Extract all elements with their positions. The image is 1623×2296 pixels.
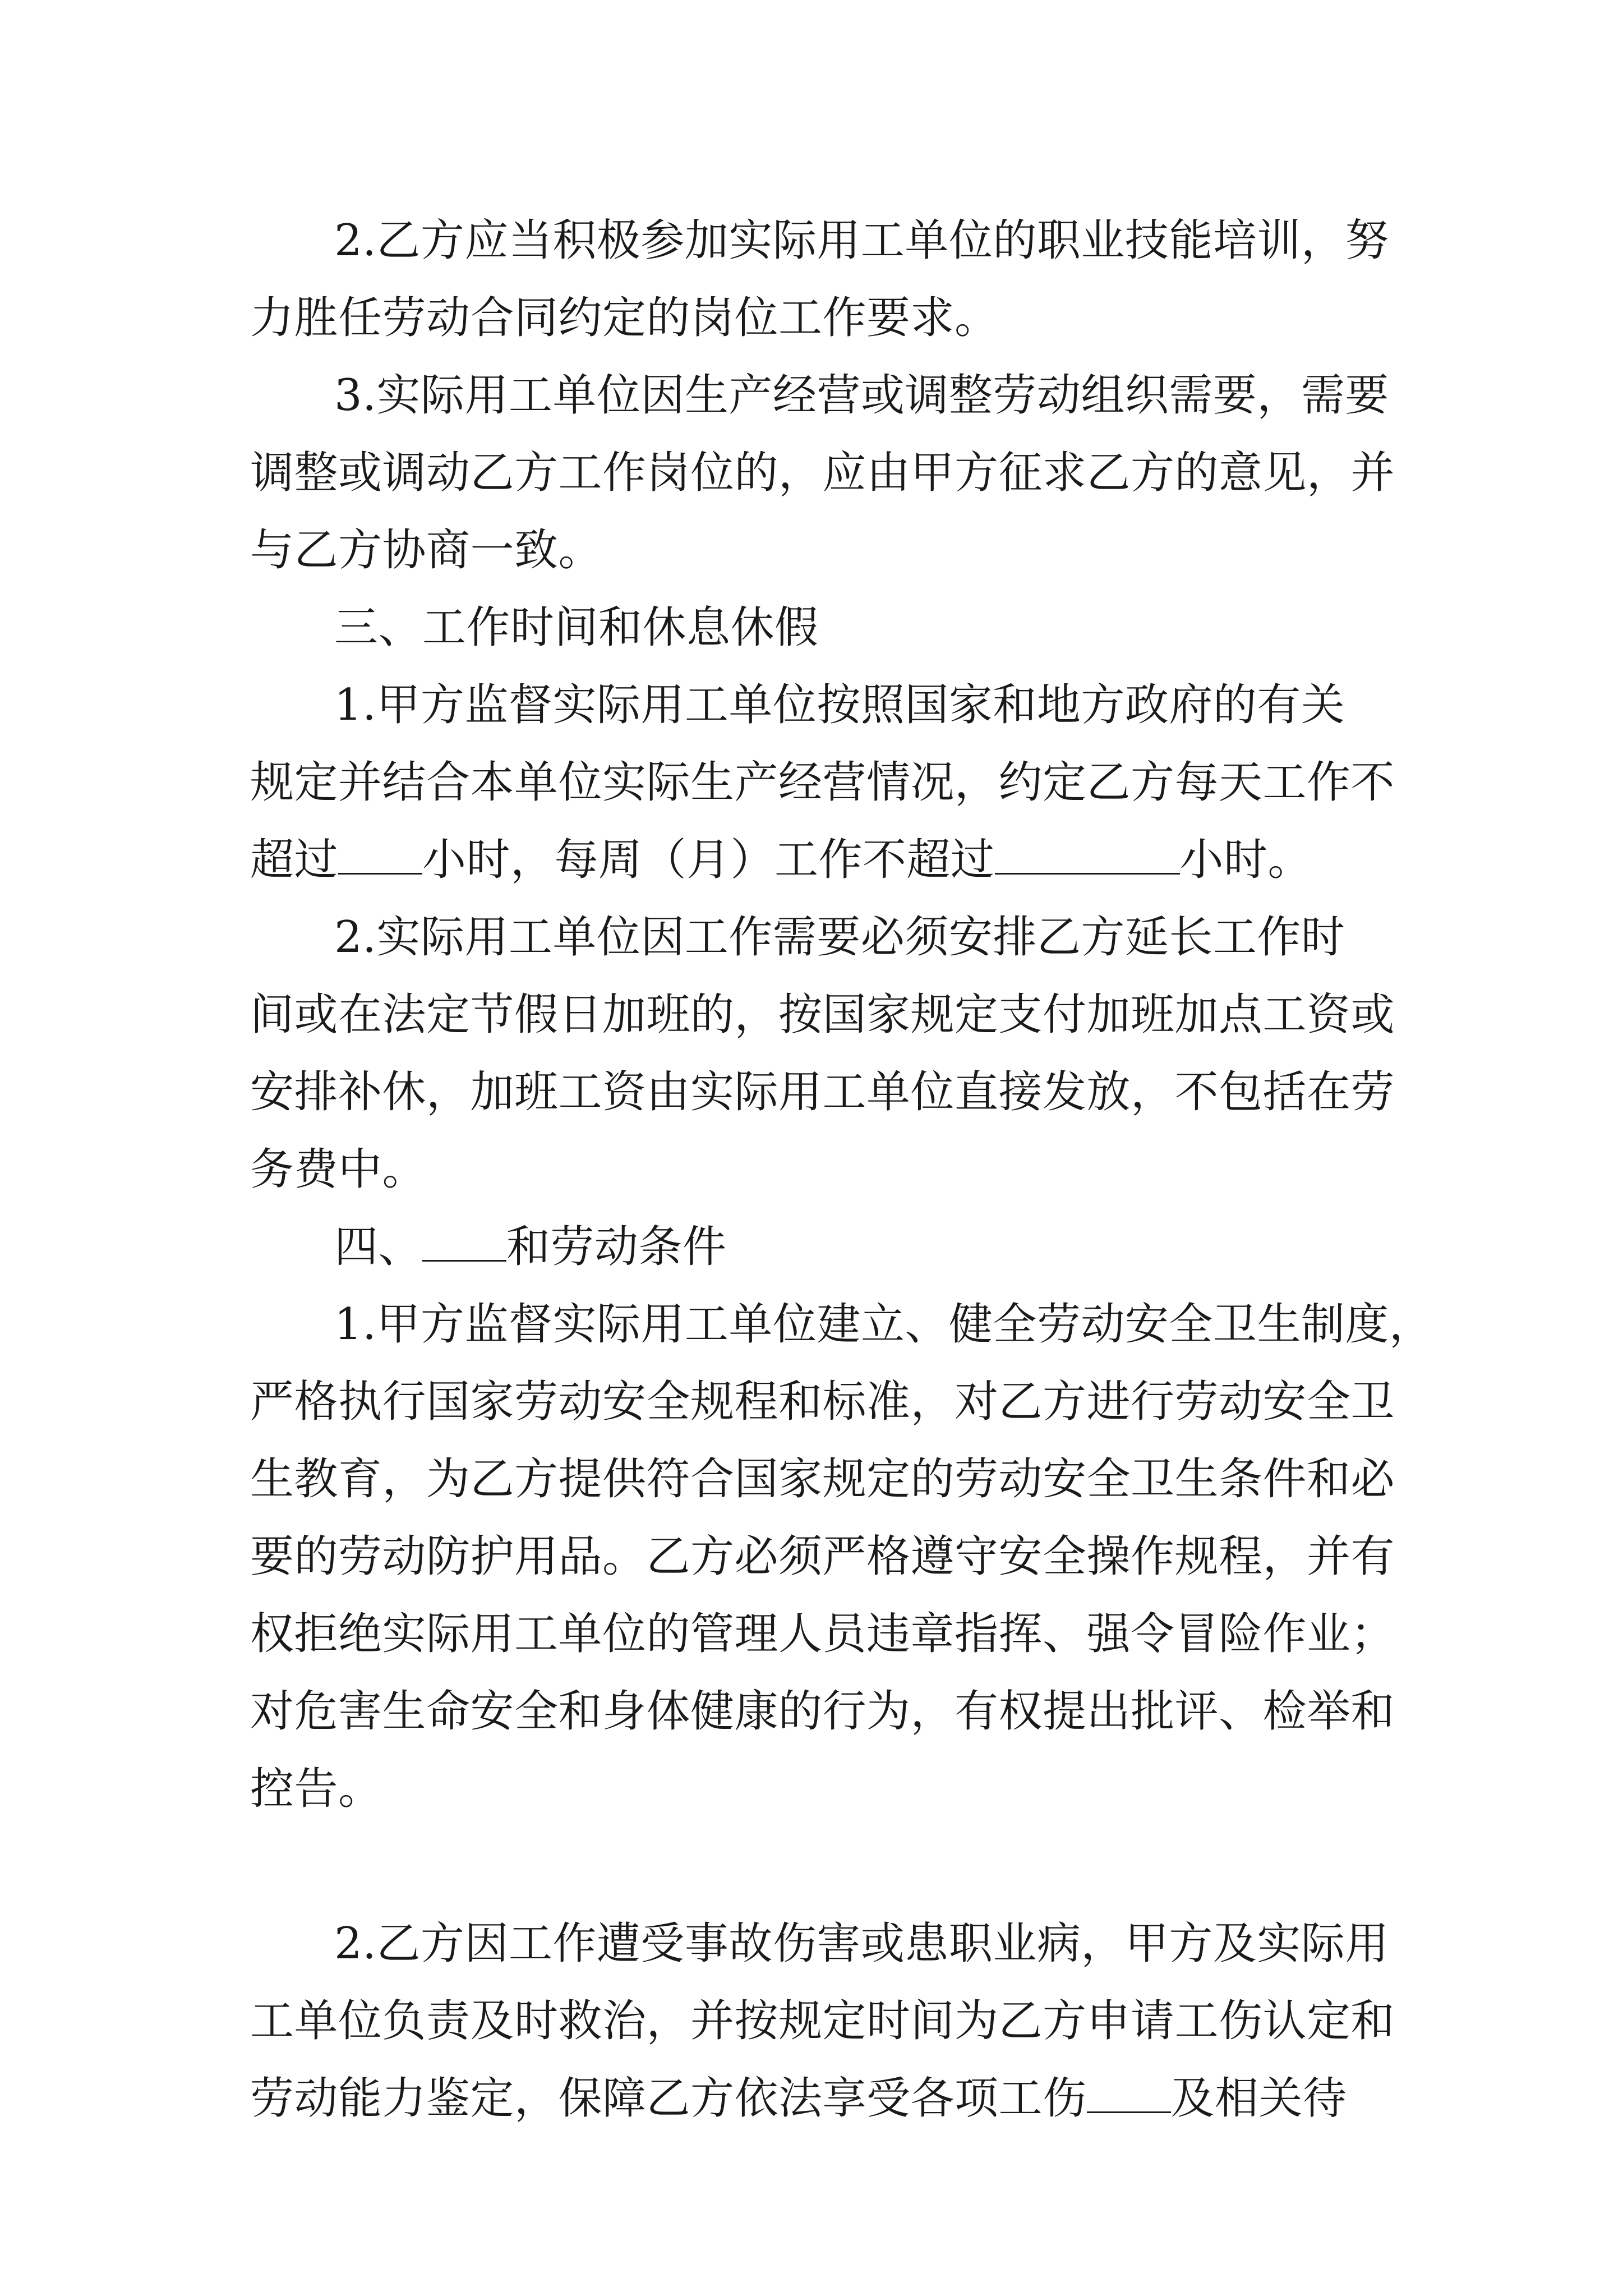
text-line: 务费中。 [250, 1144, 427, 1195]
text-segment: 超过 [250, 835, 339, 885]
text-line: 要的劳动防护用品。乙方必须严格遵守安全操作规程，并有 [250, 1531, 1395, 1582]
fill-in-blank [338, 834, 422, 875]
text-line [250, 821, 1394, 899]
text-segment: 小时。 [1179, 835, 1312, 885]
text-line [250, 1208, 1394, 1286]
text-line: 控告。 [250, 1764, 382, 1814]
text-line: 2.实际用工单位因工作需要必须安排乙方延长工作时 [334, 912, 1345, 963]
text-line: 2.乙方因工作遭受事故伤害或患职业病，甲方及实际用 [334, 1918, 1389, 1969]
text-line [250, 1828, 1394, 1905]
text-line: 对危害生命安全和身体健康的行为，有权提出批评、检举和 [250, 1686, 1395, 1737]
fill-in-blank [1087, 2072, 1171, 2113]
fill-in-blank [995, 834, 1180, 875]
text-line [250, 2060, 1394, 2137]
text-line: 调整或调动乙方工作岗位的，应由甲方征求乙方的意见，并 [250, 448, 1395, 498]
text-line: 3.实际用工单位因生产经营或调整劳动组织需要，需要 [334, 370, 1389, 421]
text-segment: 四、 [334, 1222, 423, 1272]
text-segment: 劳动能力鉴定，保障乙方依法享受各项工伤 [250, 2073, 1087, 2124]
text-line: 严格执行国家劳动安全规程和标准，对乙方进行劳动安全卫 [250, 1377, 1395, 1427]
text-line: 与乙方协商一致。 [250, 525, 603, 576]
text-line: 权拒绝实际用工单位的管理人员违章指挥、强令冒险作业； [250, 1609, 1395, 1659]
text-segment: 和劳动条件 [506, 1222, 727, 1272]
text-segment: 小时，每周（月）工作不超过 [422, 835, 995, 885]
text-line: 规定并结合本单位实际生产经营情况，约定乙方每天工作不 [250, 757, 1395, 808]
text-line: 三、工作时间和休息休假 [334, 602, 819, 653]
text-line: 安排补休，加班工资由实际用工单位直接发放，不包括在劳 [250, 1067, 1395, 1117]
text-segment: 及相关待 [1170, 2073, 1347, 2124]
fill-in-blank [422, 1221, 506, 1262]
text-line: 力胜任劳动合同约定的岗位工作要求。 [250, 293, 999, 343]
text-line: 生教育，为乙方提供符合国家规定的劳动安全卫生条件和必 [250, 1454, 1395, 1504]
text-line: 间或在法定节假日加班的，按国家规定支付加班加点工资或 [250, 990, 1395, 1040]
text-line: 1.甲方监督实际用工单位建立、健全劳动安全卫生制度， [334, 1299, 1433, 1350]
text-line: 1.甲方监督实际用工单位按照国家和地方政府的有关 [334, 680, 1345, 730]
body-text [250, 202, 1433, 2137]
text-line: 工单位负责及时救治，并按规定时间为乙方申请工伤认定和 [250, 1996, 1395, 2046]
text-line: 2.乙方应当积极参加实际用工单位的职业技能培训，努 [334, 215, 1389, 266]
